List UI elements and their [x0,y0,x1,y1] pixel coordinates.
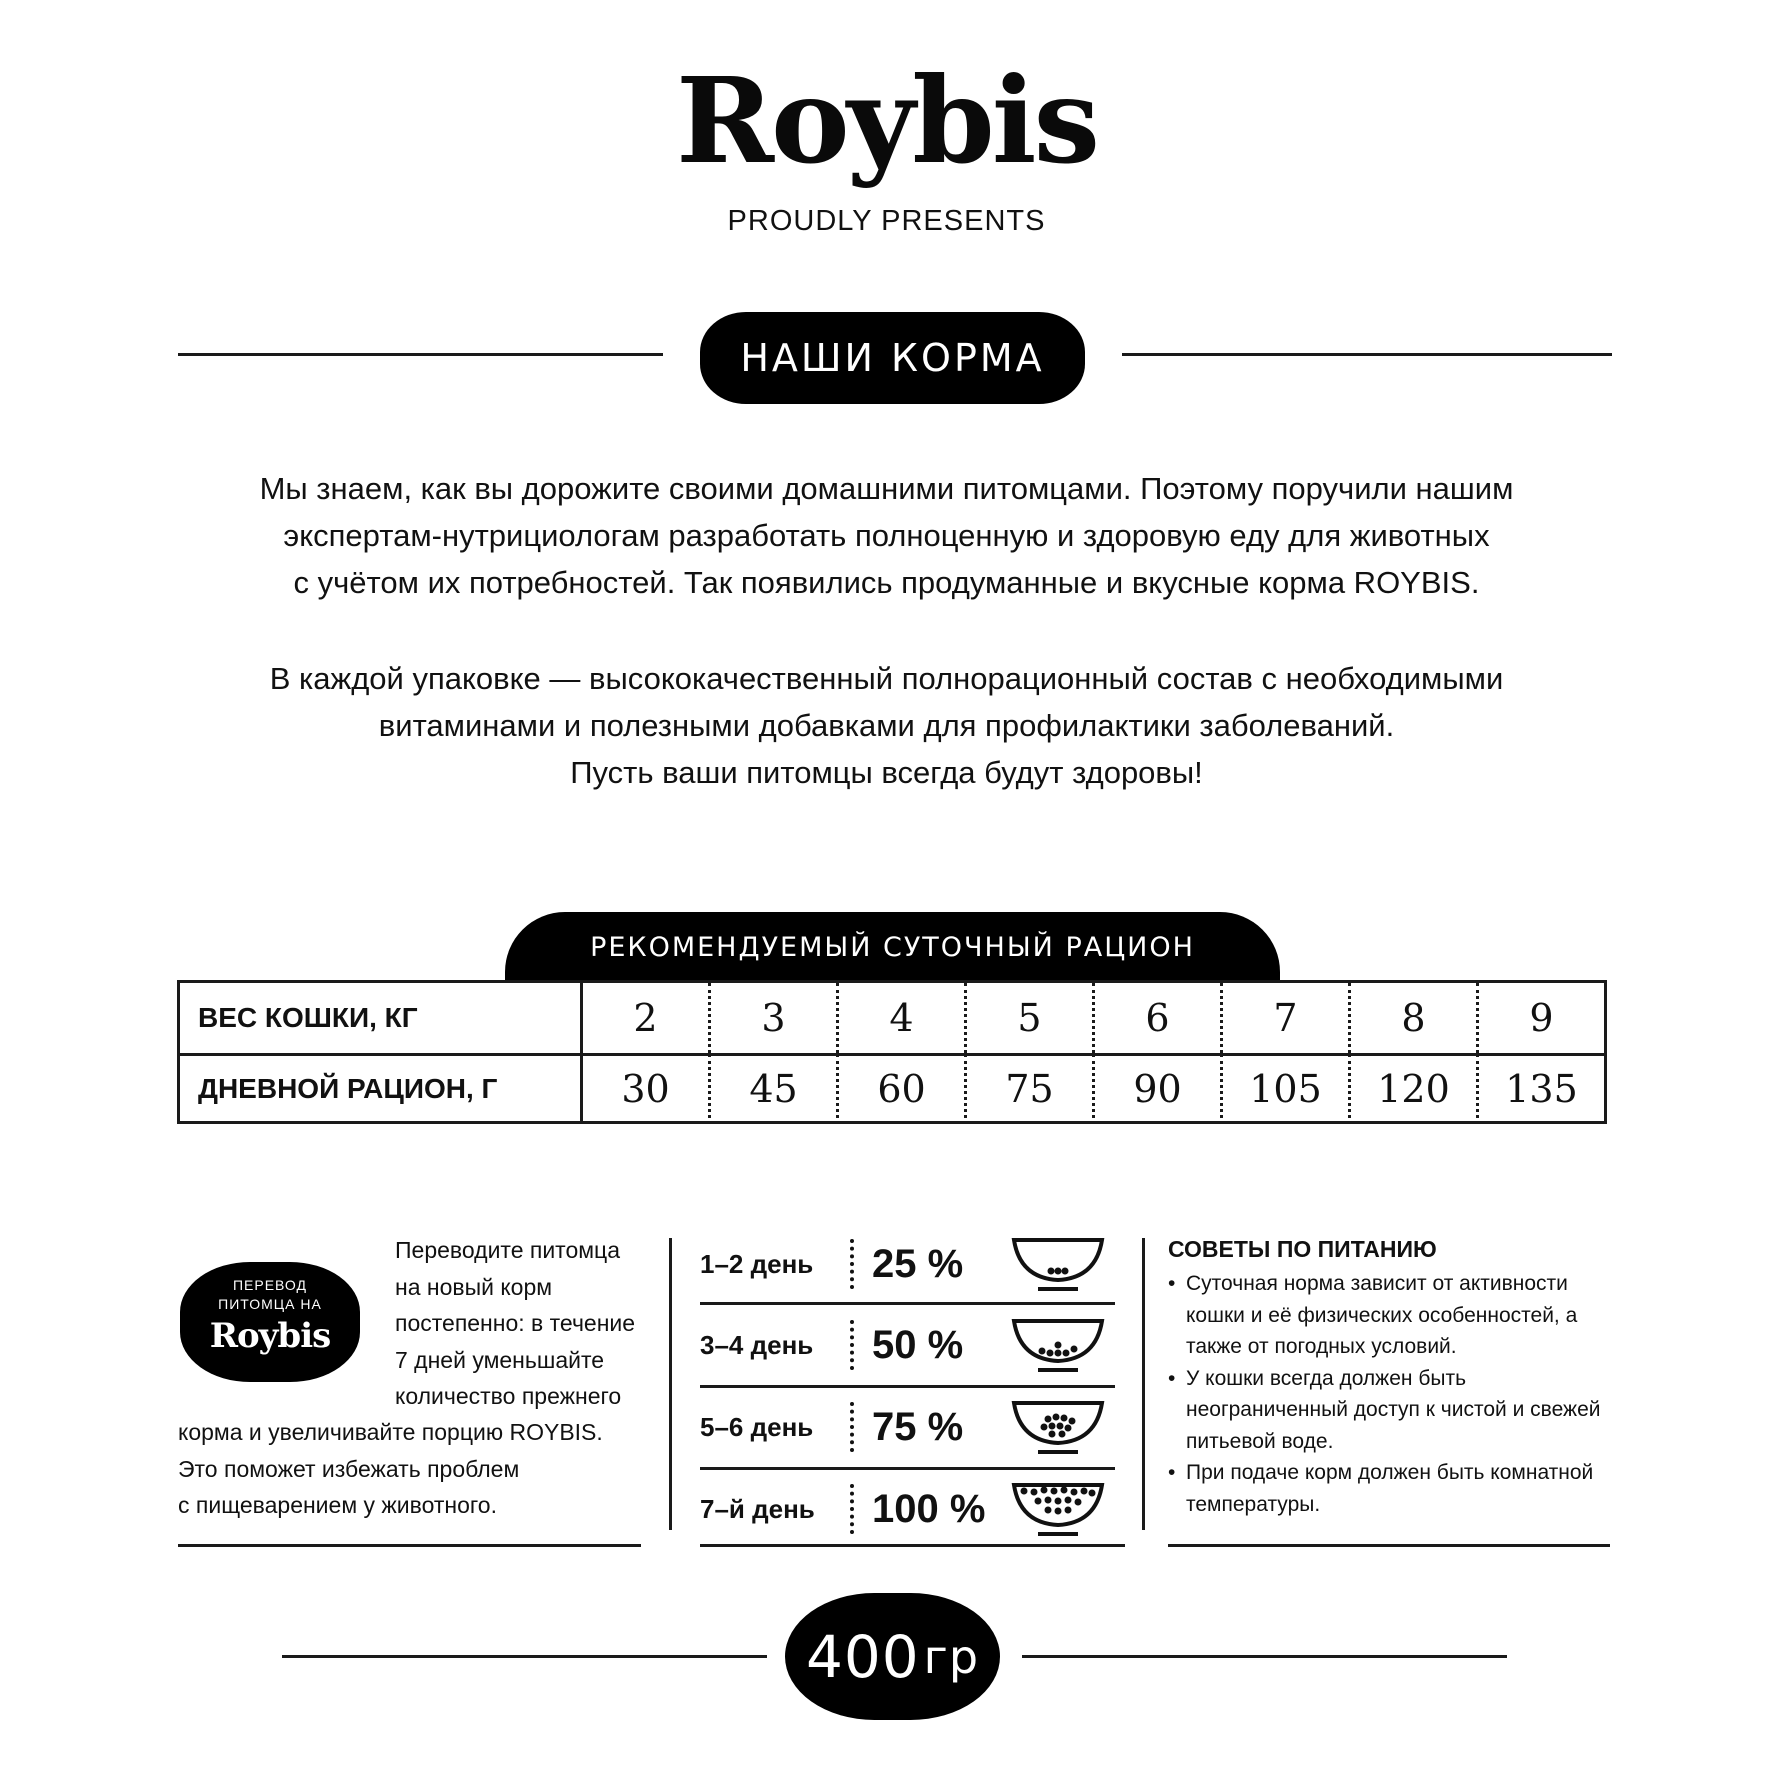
table-cell: 8 [1351,983,1479,1053]
transfer-text [395,1232,675,1415]
divider-tips [1168,1544,1610,1547]
table-cell: 30 [583,1054,711,1124]
table-cell: 4 [839,983,967,1053]
divider-transfer [178,1544,641,1547]
bowl-quarter-icon [1008,1234,1108,1294]
column-separator [1142,1238,1145,1530]
ration-table [177,980,1607,1124]
transfer-line: 7 дней уменьшайте [395,1346,605,1373]
intro-paragraph-1 [150,465,1623,606]
dotted-separator [850,1320,858,1370]
tip-item: • Суточная норма зависит от активности кошки и её физических особенностей, а также от погодных условий. [1168,1268,1628,1363]
table-cell: 3 [711,983,839,1053]
intro-line: экспертам-нутрициологам разработать полноценную и здоровую еду для животных [283,518,1490,553]
table-cell: 45 [711,1054,839,1124]
schedule-percent: 100 % [872,1486,986,1531]
schedule-row [700,1468,1115,1550]
ration-table-title: РЕКОМЕНДУЕМЫЙ СУТОЧНЫЙ РАЦИОН [505,912,1280,982]
transfer-line: постепенно: в течение [395,1310,636,1336]
table-cell: 90 [1095,1054,1223,1124]
table-row-ration [180,1054,1604,1124]
badge-line: ПЕРЕВОД [232,1277,307,1293]
transfer-badge [180,1262,360,1382]
divider-right [1122,353,1612,356]
intro-line: Мы знаем, как вы дорожите своими домашними питомцами. Поэтому поручили нашим [259,471,1514,506]
transfer-line: на новый корм [395,1273,553,1300]
schedule-percent: 25 % [872,1241,964,1286]
section-title-badge: НАШИ КОРМА [700,312,1085,404]
brand-tagline: PROUDLY PRESENTS [727,205,1046,237]
intro-line: с учётом их потребностей. Так появились продуманные и вкусные корма ROYBIS. [293,565,1480,600]
transfer-line: с пищеварением у животного. [178,1492,497,1518]
tip-item: • При подаче корм должен быть комнатной температуры. [1168,1457,1628,1520]
schedule-day: 3–4 день [700,1329,814,1360]
row-label: ВЕС КОШКИ, КГ [180,983,583,1053]
tip-item: • У кошки всегда должен быть неограниченный доступ к чистой и свежей питьевой воде. [1168,1363,1628,1458]
row-label: ДНЕВНОЙ РАЦИОН, Г [180,1054,583,1124]
table-cell: 9 [1529,996,1554,1040]
weight-unit: гр [923,1629,980,1684]
bowl-full-icon [1008,1479,1108,1539]
transfer-text-cont [178,1414,658,1524]
schedule-day: 1–2 день [700,1248,814,1279]
schedule-row [700,1386,1115,1468]
transfer-line: корма и увеличивайте порцию ROYBIS. [178,1419,603,1445]
transfer-line: Это поможет избежать проблем [178,1455,520,1482]
weight-badge [785,1593,1000,1720]
table-cell: 75 [967,1054,1095,1124]
badge-line: ПИТОМЦА НА [218,1296,322,1312]
schedule-row [700,1223,1115,1305]
dotted-separator [850,1239,858,1289]
bowl-three-quarter-icon [1008,1397,1108,1457]
schedule-row [700,1304,1115,1386]
schedule-day: 7–й день [700,1493,815,1524]
divider-left [178,353,663,356]
column-separator [669,1238,672,1530]
brand-logo: Roybis [675,51,1098,190]
table-cell: 2 [583,983,711,1053]
badge-logo: Roybis [209,1316,331,1356]
dotted-separator [850,1484,858,1534]
schedule-day: 5–6 день [700,1411,814,1442]
divider-weight-right [1022,1655,1507,1658]
table-cell: 60 [839,1054,967,1124]
schedule-percent: 50 % [872,1322,964,1367]
table-cell: 6 [1095,983,1223,1053]
intro-line: витаминами и полезными добавками для профилактики заболеваний. [378,708,1395,743]
tips-list [1168,1268,1628,1520]
table-cell: 135 [1505,1067,1578,1111]
intro-paragraph-2 [150,655,1623,796]
transfer-line: Переводите питомца [395,1237,621,1263]
divider-schedule [700,1544,1125,1547]
table-cell: 105 [1223,1054,1351,1124]
tips-title: СОВЕТЫ ПО ПИТАНИЮ [1168,1236,1437,1262]
table-row-weight [180,983,1604,1056]
bowl-half-icon [1008,1315,1108,1375]
intro-line: Пусть ваши питомцы всегда будут здоровы! [570,755,1203,790]
schedule-percent: 75 % [872,1404,964,1449]
table-cell: 7 [1223,983,1351,1053]
table-cell: 5 [967,983,1095,1053]
intro-line: В каждой упаковке — высококачественный полнорационный состав с необходимыми [269,661,1504,696]
weight-value: 400 [805,1622,920,1691]
transfer-line: количество прежнего [395,1383,622,1409]
table-cell: 120 [1351,1054,1479,1124]
divider-weight-left [282,1655,767,1658]
dotted-separator [850,1402,858,1452]
